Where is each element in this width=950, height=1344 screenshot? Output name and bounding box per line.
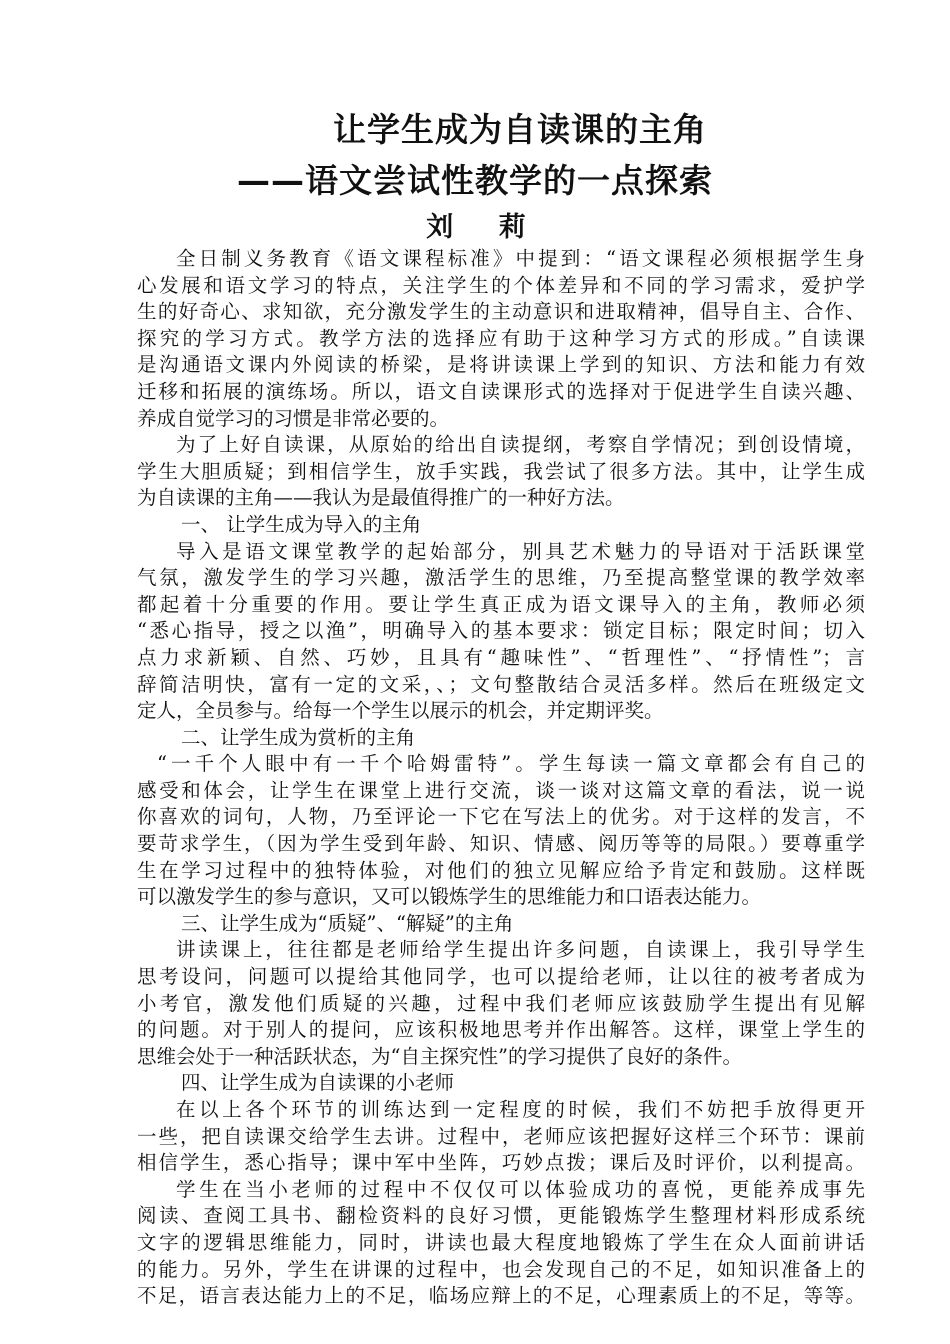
text-line: “悉心指导，授之以渔”，明确导入的基本要求：锁定目标；限定时间；切入 — [137, 619, 865, 643]
text-line: 相信学生，悉心指导；课中军中坐阵，巧妙点拨；课后及时评价，以利提高。 — [137, 1151, 865, 1175]
text-line: 点力求新颖、自然、巧妙，且具有“趣味性”、“哲理性”、“抒情性”；言 — [137, 645, 865, 669]
text-line: 讲读课上，往往都是老师给学生提出许多问题，自读课上，我引导学生 — [176, 938, 865, 962]
text-line: 思考设问，问题可以提给其他同学，也可以提给老师，让以往的被考者成为 — [137, 965, 865, 989]
text-line: 小考官，激发他们质疑的兴趣，过程中我们老师应该鼓励学生提出有见解 — [137, 991, 865, 1015]
text-line: 是沟通语文课内外阅读的桥梁，是将讲读课上学到的知识、方法和能力有效 — [137, 353, 865, 377]
document-body — [137, 246, 865, 1310]
text-line: 气氛，激发学生的学习兴趣，激活学生的思维，乃至提高整堂课的教学效率 — [137, 566, 865, 590]
document-title: 让学生成为自读课的主角 — [333, 110, 707, 149]
text-line: 心发展和语文学习的特点，关注学生的个体差异和不同的学习需求，爱护学 — [137, 273, 865, 297]
text-line: 的能力。另外，学生在讲课的过程中，也会发现自己的不足，如知识准备上的 — [137, 1257, 865, 1281]
text-line: 学生大胆质疑；到相信学生，放手实践，我尝试了很多方法。其中，让学生成 — [137, 459, 865, 483]
document-subtitle: ——语文尝试性教学的一点探索 — [237, 161, 713, 200]
section-heading: 二、让学生成为赏析的主角 — [181, 725, 416, 749]
text-line: 导入是语文课堂教学的起始部分，别具艺术魅力的导语对于活跃课堂 — [176, 539, 865, 563]
text-line: “一千个人眼中有一千个哈姆雷特”。学生每读一篇文章都会有自己的 — [157, 752, 865, 776]
section-heading: 四、让学生成为自读课的小老师 — [181, 1071, 455, 1095]
text-line: 文字的逻辑思维能力，同时，讲读也最大程度地锻炼了学生在众人面前讲话 — [137, 1230, 865, 1254]
text-line: 你喜欢的词句，人物，乃至评论一下它在写法上的优劣。对于这样的发言，不 — [137, 805, 865, 829]
text-line: 感受和体会，让学生在课堂上进行交流，谈一谈对这篇文章的看法，说一说 — [137, 778, 865, 802]
text-line: 在以上各个环节的训练达到一定程度的时候，我们不妨把手放得更开 — [176, 1098, 865, 1121]
text-line: 阅读、查阅工具书、翻检资料的良好习惯，更能锻炼学生整理材料形成系统 — [137, 1204, 865, 1228]
text-line: 探究的学习方式。教学方法的选择应有助于这种学习方式的形成。”自读课 — [137, 326, 865, 350]
text-line: 迁移和拓展的演练场。所以，语文自读课形式的选择对于促进学生自读兴趣、 — [137, 379, 865, 403]
text-line: 学生在当小老师的过程中不仅仅可以体验成功的喜悦，更能养成事先 — [176, 1177, 865, 1201]
document-author: 刘 莉 — [426, 212, 544, 243]
text-line: 生在学习过程中的独特体验，对他们的独立见解应给予肯定和鼓励。这样既 — [137, 858, 865, 882]
text-line: 为了上好自读课，从原始的给出自读提纲，考察自学情况；到创设情境， — [176, 433, 865, 457]
text-line: 思维会处于一种活跃状态，为“自主探究性”的学习提供了良好的条件。 — [137, 1044, 742, 1068]
text-line: 辞简洁明快，富有一定的文采，、；文句整散结合灵活多样。然后在班级定文 — [137, 672, 865, 696]
text-line: 的问题。对于别人的提问，应该积极地思考并作出解答。这样，课堂上学生的 — [137, 1018, 865, 1042]
text-line: 一些，把自读课交给学生去讲。过程中，老师应该把握好这样三个环节：课前 — [137, 1124, 865, 1148]
text-line: 要苛求学生，（因为学生受到年龄、知识、情感、阅历等等的局限。）要尊重学 — [137, 832, 865, 856]
section-heading: 一、 让学生成为导入的主角 — [181, 512, 422, 536]
section-heading: 三、让学生成为“质疑”、“解疑”的主角 — [181, 911, 514, 935]
text-line: 定人，全员参与。给每一个学生以展示的机会，并定期评奖。 — [137, 699, 664, 723]
text-line: 可以激发学生的参与意识，又可以锻炼学生的思维能力和口语表达能力。 — [137, 885, 762, 909]
text-line: 养成自觉学习的习惯是非常必要的。 — [137, 406, 450, 430]
text-line: 不足，语言表达能力上的不足，临场应辩上的不足，心理素质上的不足，等等。 — [137, 1284, 865, 1308]
text-line: 全日制义务教育《语文课程标准》中提到：“语文课程必须根据学生身 — [176, 247, 865, 270]
text-line: 为自读课的主角——我认为是最值得推广的一种好方法。 — [137, 486, 625, 510]
text-line: 都起着十分重要的作用。要让学生真正成为语文课导入的主角，教师必须 — [137, 592, 865, 616]
text-line: 生的好奇心、求知欲，充分激发学生的主动意识和进取精神，倡导自主、合作、 — [137, 300, 865, 324]
